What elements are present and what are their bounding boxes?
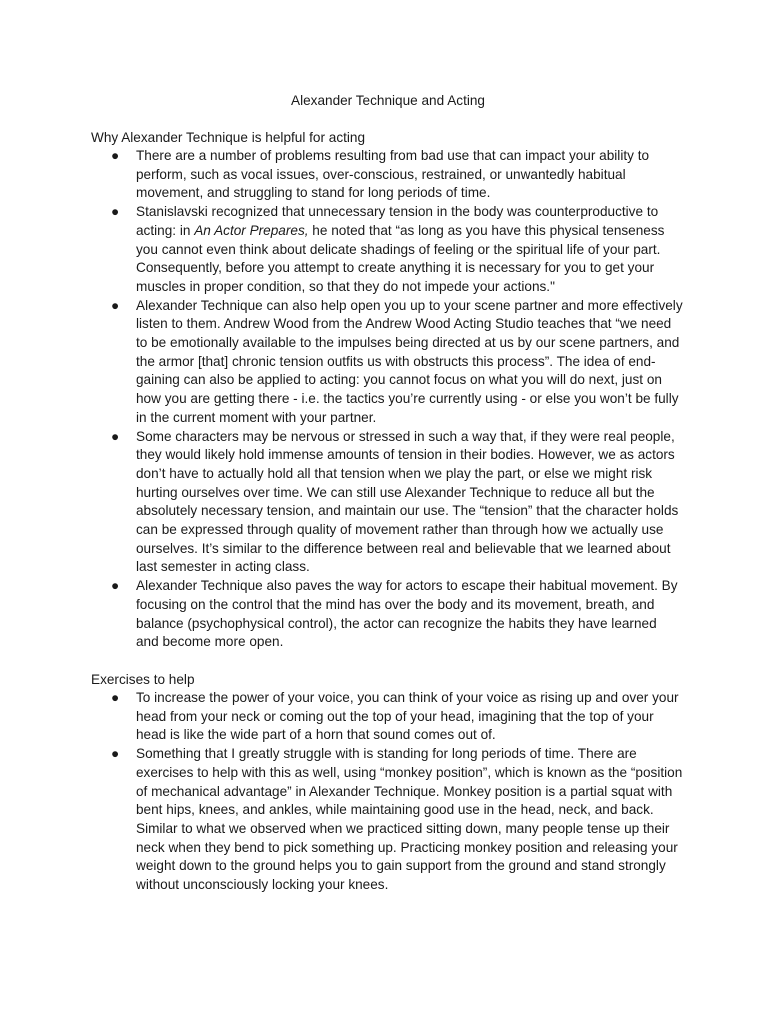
list-item-text: Alexander Technique also paves the way for actors to escape their habitual movement. By focusing on the control that the mind has over the body and its movement, breath, and balance (psychophysical control), the actor can recognize the habits they have learned and become more open. <box>136 578 678 650</box>
bullet-icon: ● <box>111 689 120 705</box>
document-page <box>91 91 683 895</box>
bullet-icon: ● <box>111 204 120 220</box>
list-item <box>91 147 683 203</box>
list-item-text: Something that I greatly struggle with is standing for long periods of time. There are exercises to help with this as well, using “monkey position”, which is known as the “position of mechanical advantage” in Alexander Technique. Monkey position is a partial squat with bent hips, knees, and ankles, while maintaining good use in the head, neck, and back. Similar to what we observed when we practiced sitting down, many people tense up their neck when they bend to pick something up. Practicing monkey position and releasing your weight down to the ground helps you to gain support from the ground and stand strongly without unconsciously locking your knees. <box>136 746 683 893</box>
bullet-icon: ● <box>111 428 120 444</box>
bullet-icon: ● <box>111 578 120 594</box>
bullet-list-exercises <box>91 689 683 895</box>
list-item <box>91 428 683 578</box>
section-heading-why: Why Alexander Technique is helpful for acting <box>91 130 366 145</box>
list-item-text: Some characters may be nervous or stressed in such a way that, if they were real people, they would likely hold immense amounts of tension in their bodies. However, we as actors don’t have to actually hold all that tension when we play the part, or else we might risk hurting ourselves over time. We can still use Alexander Technique to reduce all but the absolutely necessary tension, and maintain our use. The “tension” that the character holds can be expressed through quality of movement rather than through how we actually use ourselves. It’s similar to the difference between real and believable that we learned about last semester in acting class. <box>136 428 679 575</box>
section-spacer <box>91 652 683 670</box>
list-item-text-pre: Stanislavski recognized that unnecessary tension in the body was counterproductive to acting: in <box>136 204 659 238</box>
list-item-text-post: he noted that “as long as you have this physical tenseness you cannot even think about delicate shadings of feeling or the spiritual life of your part. Consequently, before you attempt to create anything it is necessary for you to get your muscles in proper condition, so that they do not impede your actions." <box>136 222 665 294</box>
bullet-icon: ● <box>111 148 120 163</box>
bullet-list-why <box>91 147 683 652</box>
bullet-icon: ● <box>111 297 120 313</box>
document-title: Alexander Technique and Acting <box>291 93 485 108</box>
list-item <box>91 745 683 895</box>
list-item <box>91 203 683 297</box>
list-item <box>91 577 683 652</box>
bullet-icon: ● <box>111 746 120 762</box>
list-item-text: Alexander Technique can also help open you up to your scene partner and more effectively listen to them. Andrew Wood from the Andrew Wood Acting Studio teaches that “we need to be emotionally available to the impulses being directed at us by our scene partners, and the armor [that] chronic tension outfits us with obstructs this process”. The idea of end-gaining can also be applied to acting: you cannot focus on what you will do next, just on how you are getting there - i.e. the tactics you’re currently using - or else you won’t be fully in the current moment with your partner. <box>136 297 683 425</box>
list-item <box>91 297 683 428</box>
list-item-text: There are a number of problems resulting from bad use that can impact your ability to perform, such as vocal issues, over-conscious, restrained, or unwantedly habitual movement, and struggling to stand for long periods of time. <box>136 148 650 201</box>
section-heading-exercises: Exercises to help <box>91 671 195 687</box>
list-item-text: To increase the power of your voice, you can think of your voice as rising up and over your head from your neck or coming out the top of your head, imagining that the top of your head is like the wide part of a horn that sound comes out of. <box>136 689 679 743</box>
list-item <box>91 689 683 745</box>
book-title: An Actor Prepares, <box>194 222 309 238</box>
